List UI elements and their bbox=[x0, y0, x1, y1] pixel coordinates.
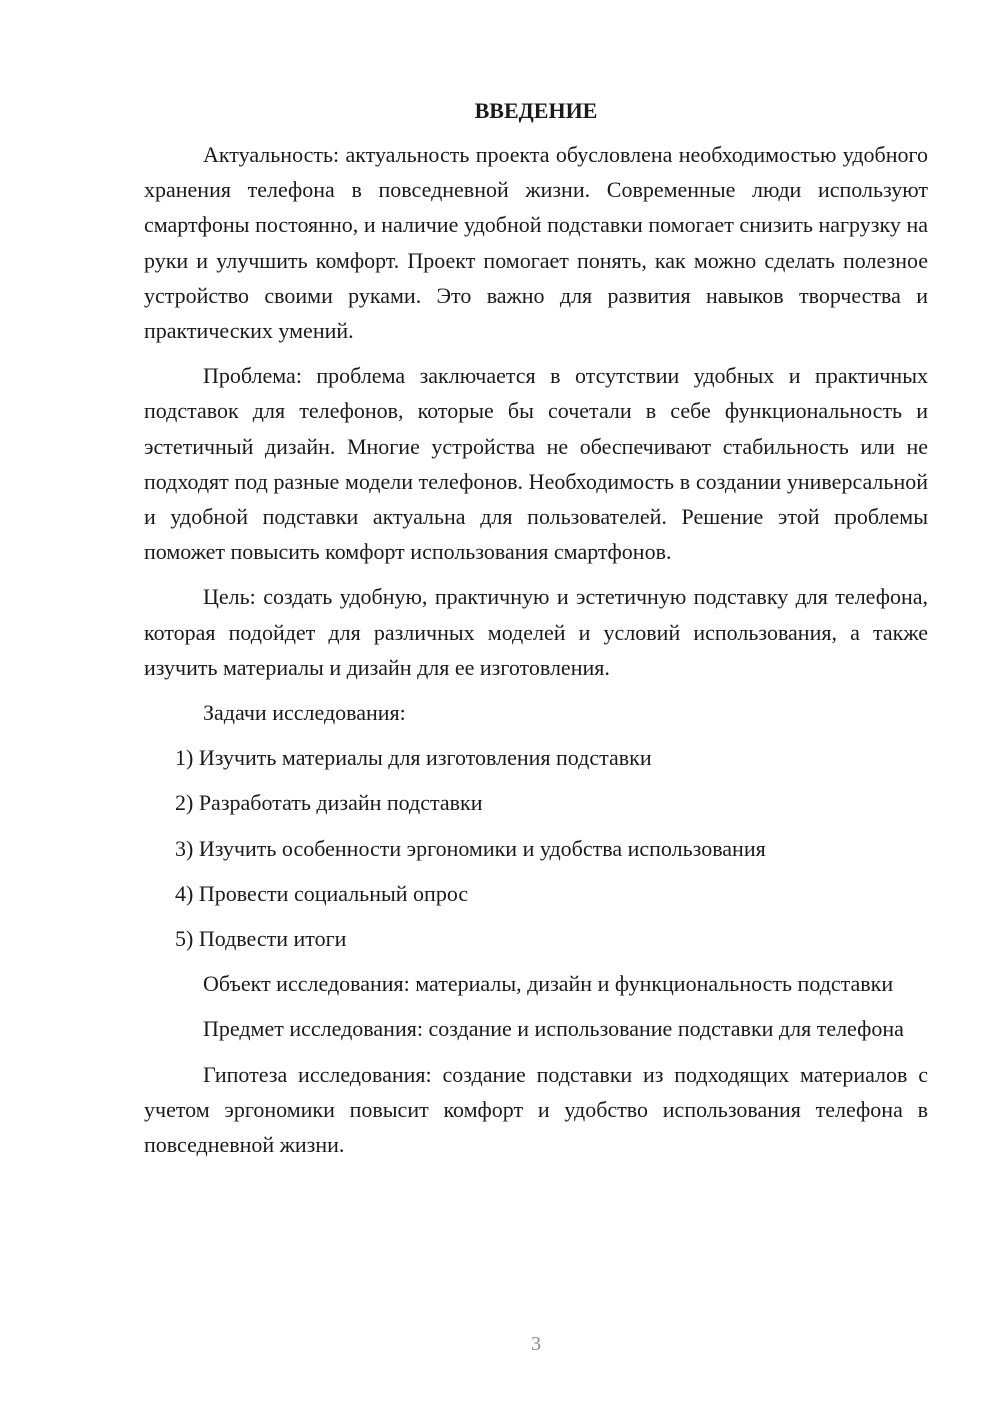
document-page bbox=[144, 95, 928, 1172]
list-item: 4) Провести социальный опрос bbox=[175, 880, 469, 906]
paragraph-goal: Цель: создать удобную, практичную и эстетичную подставку для телефона, которая подойдет для различных моделей и условий использования, а также изучить материалы и дизайн для ее изготовления. bbox=[144, 584, 928, 680]
list-item: 3) Изучить особенности эргономики и удобства использования bbox=[175, 835, 766, 861]
paragraph-object: Объект исследования: материалы, дизайн и функциональность подставки bbox=[203, 971, 894, 997]
paragraph-subject: Предмет исследования: создание и использование подставки для телефона bbox=[203, 1016, 904, 1042]
paragraph-relevance: Актуальность: актуальность проекта обусловлена необходимостью удобного хранения телефона в повседневной жизни. Современные люди используют смартфоны постоянно, и наличие удобной подставки помогает снизить нагрузку на руки и улучшить комфорт. Проект помогает понять, как можно сделать полезное устройство своими руками. Это важно для развития навыков творчества и практических умений. bbox=[144, 142, 928, 344]
list-item: 5) Подвести итоги bbox=[175, 926, 347, 952]
section-heading: ВВЕДЕНИЕ bbox=[474, 98, 598, 123]
list-item: 1) Изучить материалы для изготовления подставки bbox=[175, 745, 652, 771]
paragraph-problem: Проблема: проблема заключается в отсутствии удобных и практичных подставок для телефонов, которые бы сочетали в себе функциональность и эстетичный дизайн. Многие устройства не обеспечивают стабильность или не подходят под разные модели телефонов. Необходимость в создании универсальной и удобной подставки актуальна для пользователей. Решение этой проблемы поможет повысить комфорт использования смартфонов. bbox=[144, 363, 928, 565]
page-number: 3 bbox=[531, 1333, 541, 1355]
tasks-list bbox=[144, 740, 928, 956]
paragraph-tasks-title: Задачи исследования: bbox=[203, 700, 406, 726]
list-item: 2) Разработать дизайн подставки bbox=[175, 790, 483, 816]
paragraph-hypothesis: Гипотеза исследования: создание подставки из подходящих материалов с учетом эргономики повысит комфорт и удобство использования телефона в повседневной жизни. bbox=[144, 1061, 928, 1158]
